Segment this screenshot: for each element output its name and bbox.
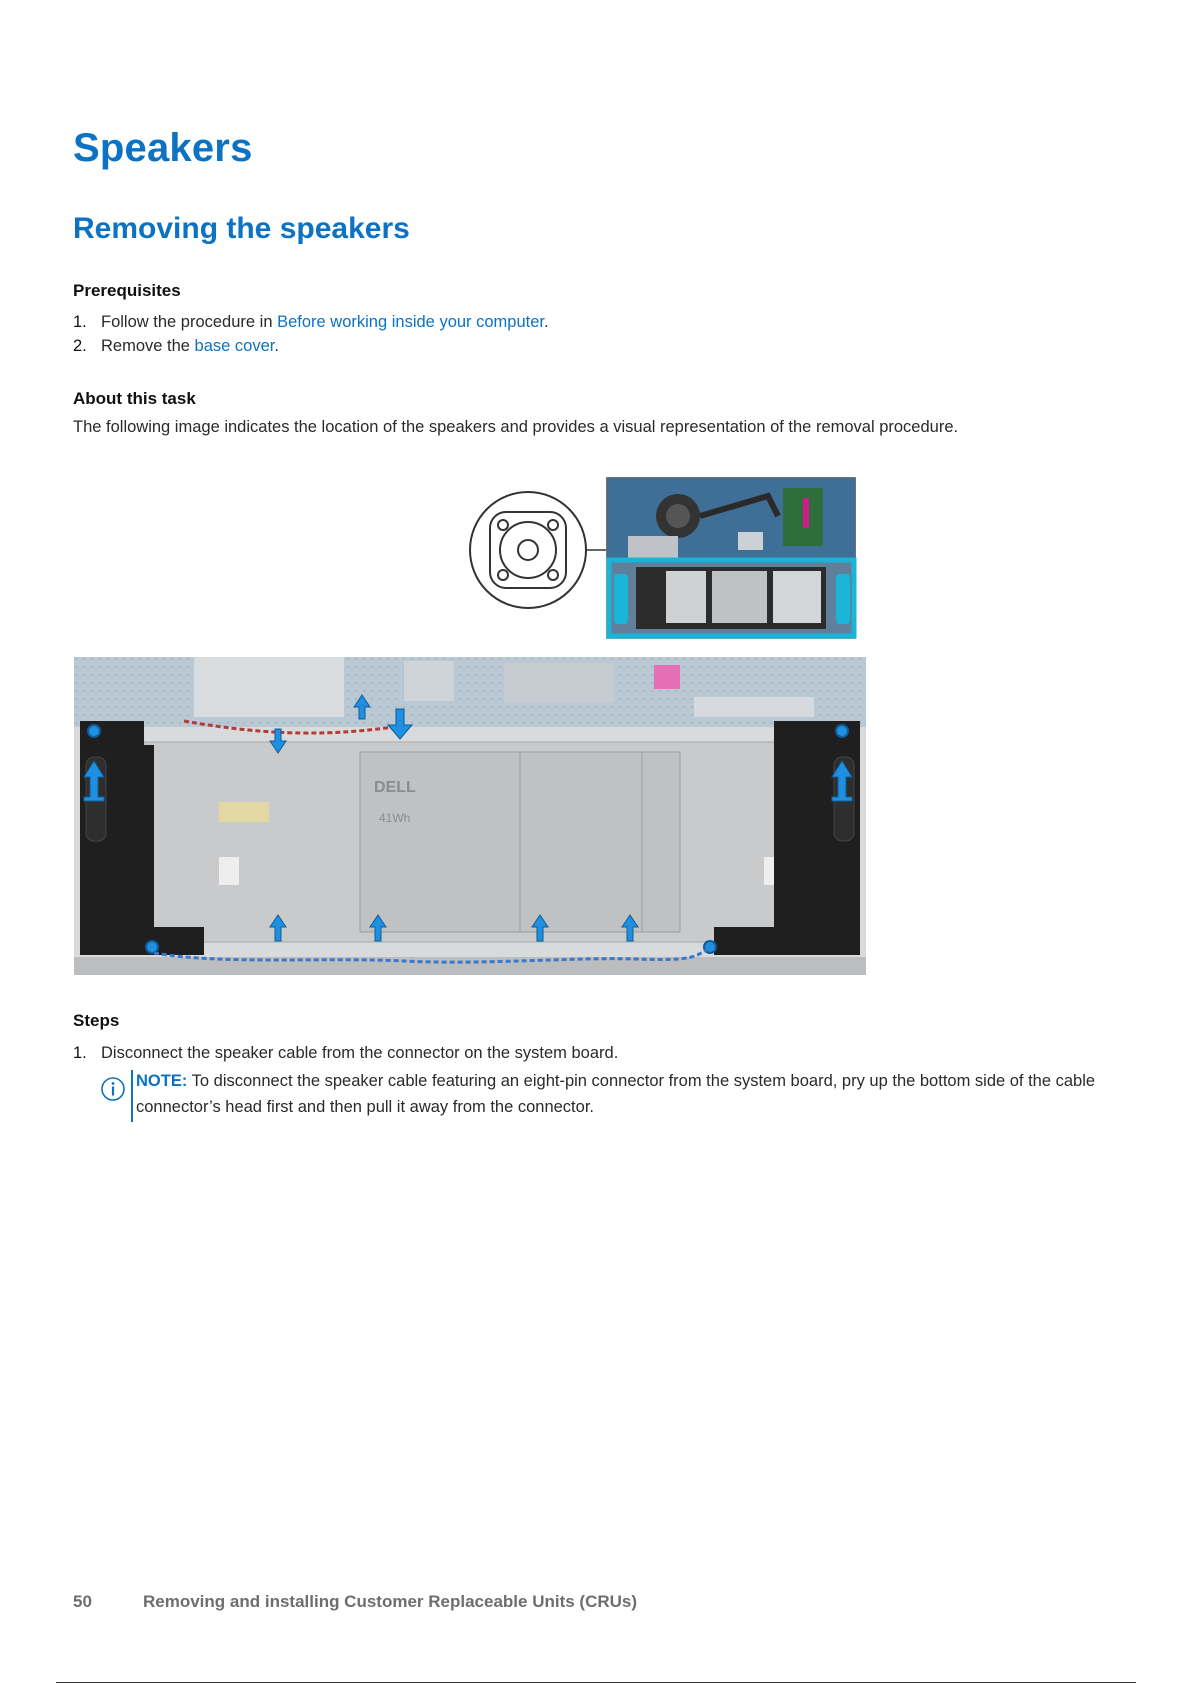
steps-list <box>73 1041 618 1065</box>
note-label: NOTE: <box>136 1072 188 1090</box>
list-item: 1. Follow the procedure in Before working inside your computer. <box>73 313 549 331</box>
note-bar <box>131 1070 133 1122</box>
about-heading: About this task <box>73 389 196 408</box>
prerequisites-list <box>73 310 549 358</box>
page-number: 50 <box>73 1592 92 1611</box>
battery-brand-label: DELL <box>374 779 416 796</box>
footer-chapter: Removing and installing Customer Replaceable Units (CRUs) <box>143 1592 638 1611</box>
speaker-removal-figure <box>74 657 866 975</box>
section-title: Removing the speakers <box>73 212 410 245</box>
info-icon <box>100 1076 126 1102</box>
steps-heading: Steps <box>73 1011 120 1030</box>
about-text: The following image indicates the location of the speakers and provides a visual representation of the removal procedure. <box>73 418 959 436</box>
prerequisites-heading: Prerequisites <box>73 281 181 300</box>
before-working-link[interactable]: Before working inside your computer <box>277 313 544 331</box>
page-title: Speakers <box>73 126 253 170</box>
base-cover-link[interactable]: base cover <box>194 337 275 355</box>
laptop-overview <box>607 478 855 638</box>
speaker-location-figure <box>468 476 858 640</box>
battery-capacity-label: 41Wh <box>379 811 411 825</box>
list-item: 2. Remove the base cover. <box>73 337 279 355</box>
footer-rule <box>56 1682 1136 1683</box>
list-item: 1. Disconnect the speaker cable from the connector on the system board. <box>73 1044 619 1062</box>
speaker-callout-icon <box>470 492 606 608</box>
note-text: NOTE: To disconnect the speaker cable featuring an eight-pin connector from the system board, pry up the bottom side of the cable connector’s head first and then pull it away from the connector. <box>136 1072 1096 1116</box>
